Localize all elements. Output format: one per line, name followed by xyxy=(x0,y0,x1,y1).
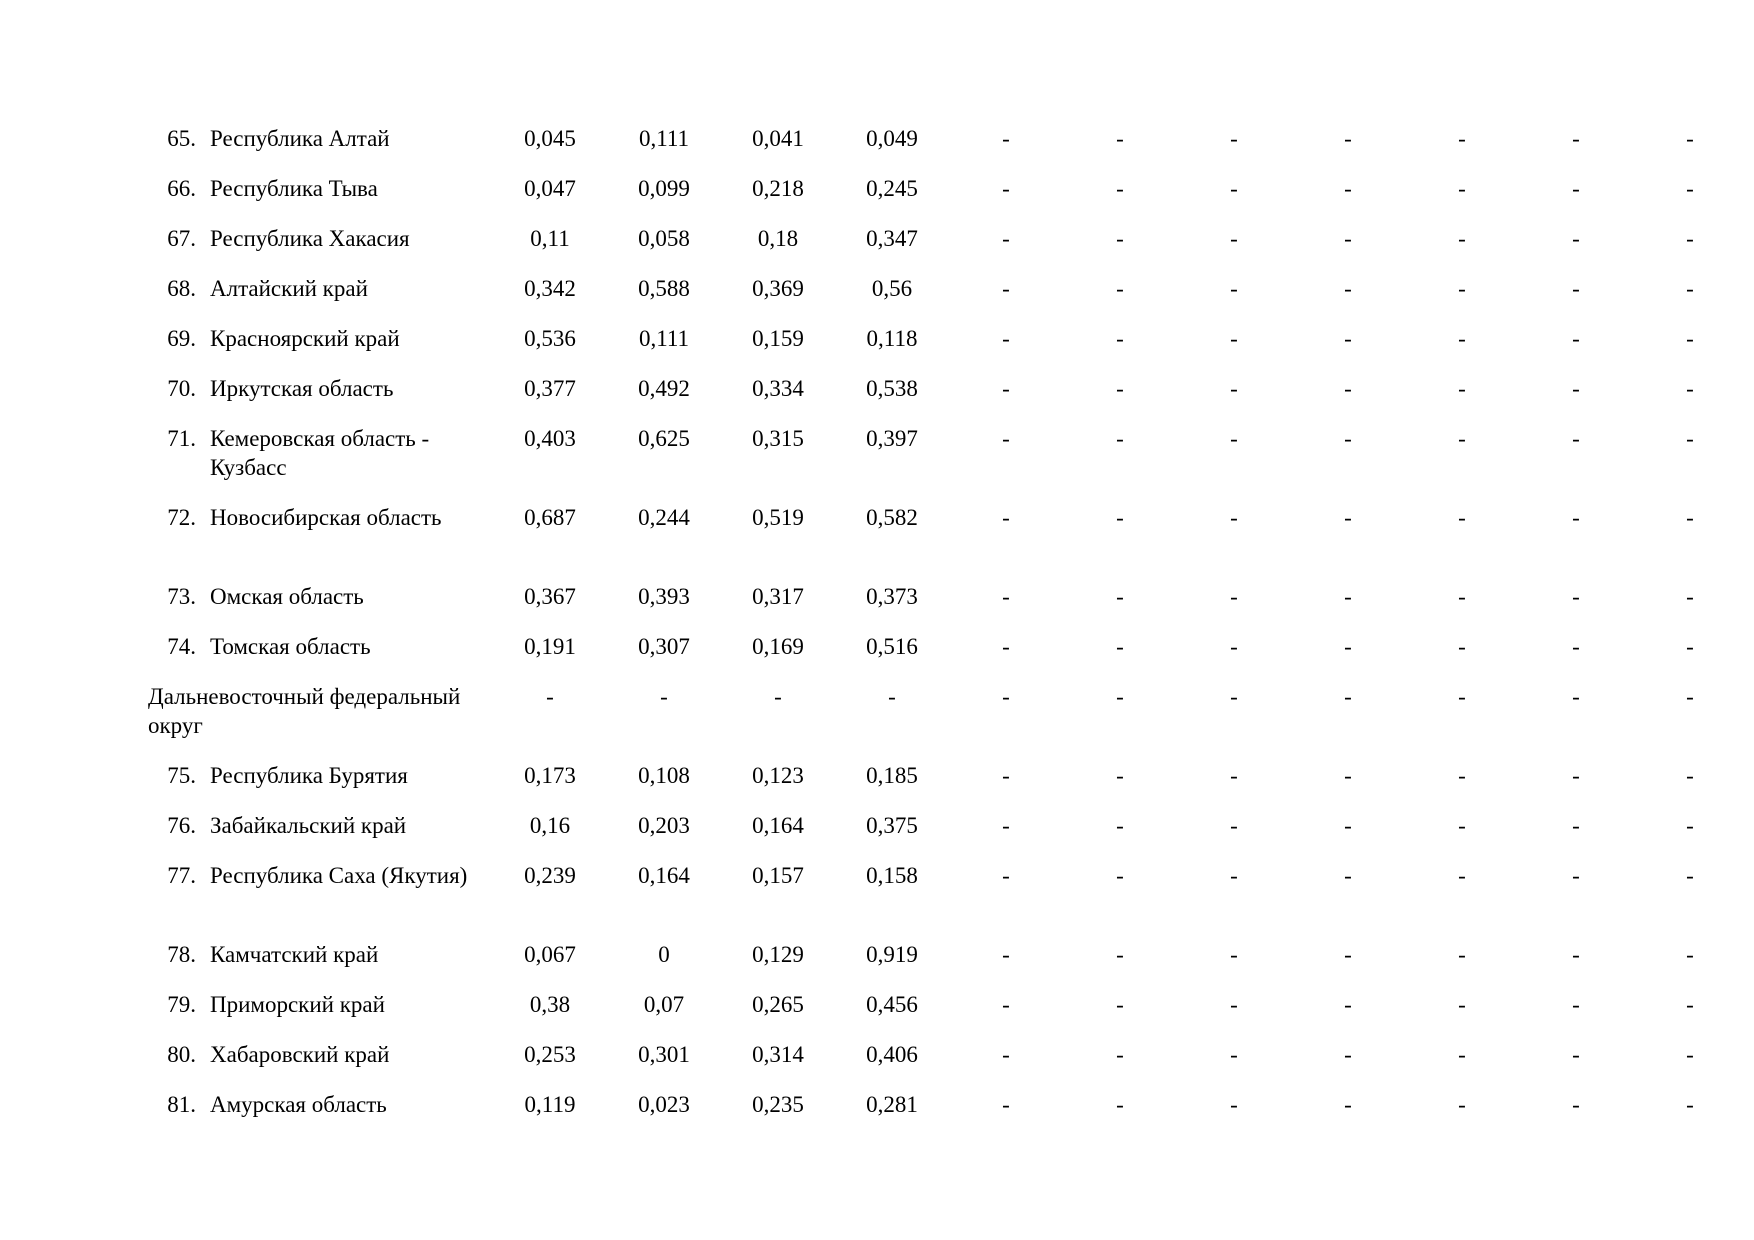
value-cell: 0,023 xyxy=(638,1092,690,1117)
value-cell: 0,158 xyxy=(866,863,918,888)
region-name: Красноярский край xyxy=(210,326,400,351)
empty-value-cell: - xyxy=(1686,1092,1694,1117)
regions-table xyxy=(148,124,1747,1140)
empty-value-cell: - xyxy=(1002,863,1010,888)
empty-value-cell: - xyxy=(1002,426,1010,451)
empty-value-cell: - xyxy=(1230,326,1238,351)
table-row xyxy=(148,990,1747,1040)
row-number: 77. xyxy=(167,863,196,888)
empty-value-cell: - xyxy=(1002,813,1010,838)
empty-value-cell: - xyxy=(1230,1092,1238,1117)
empty-value-cell: - xyxy=(1230,1042,1238,1067)
value-cell: 0,118 xyxy=(866,326,918,351)
empty-value-cell: - xyxy=(1686,584,1694,609)
row-number: 66. xyxy=(167,176,196,201)
value-cell: 0,203 xyxy=(638,813,690,838)
empty-value-cell: - xyxy=(1344,684,1352,709)
empty-value-cell: - xyxy=(1344,176,1352,201)
empty-value-cell: - xyxy=(1686,326,1694,351)
region-name: Республика Хакасия xyxy=(210,226,410,251)
value-cell: 0,123 xyxy=(752,763,804,788)
row-number: 78. xyxy=(167,942,196,967)
value-cell: 0,191 xyxy=(524,634,576,659)
empty-value-cell: - xyxy=(1230,634,1238,659)
row-number: 65. xyxy=(167,126,196,151)
value-cell: 0,538 xyxy=(866,376,918,401)
value-cell: 0,373 xyxy=(866,584,918,609)
value-cell: 0,406 xyxy=(866,1042,918,1067)
empty-value-cell: - xyxy=(1458,276,1466,301)
empty-value-cell: - xyxy=(1344,276,1352,301)
value-cell: 0,119 xyxy=(524,1092,576,1117)
empty-value-cell: - xyxy=(1572,992,1580,1017)
empty-value-cell: - xyxy=(1002,326,1010,351)
value-cell: 0,218 xyxy=(752,176,804,201)
empty-value-cell: - xyxy=(1116,1092,1124,1117)
row-number: 74. xyxy=(167,634,196,659)
empty-value-cell: - xyxy=(1116,992,1124,1017)
empty-value-cell: - xyxy=(1572,634,1580,659)
table-row xyxy=(148,761,1747,811)
value-cell: 0,625 xyxy=(638,426,690,451)
empty-value-cell: - xyxy=(1458,326,1466,351)
empty-value-cell: - xyxy=(1572,276,1580,301)
empty-value-cell: - xyxy=(1230,126,1238,151)
value-cell: 0,159 xyxy=(752,326,804,351)
table-row xyxy=(148,224,1747,274)
empty-value-cell: - xyxy=(1116,763,1124,788)
empty-value-cell: - xyxy=(1002,376,1010,401)
empty-value-cell: - xyxy=(1686,226,1694,251)
table-row xyxy=(148,632,1747,682)
empty-value-cell: - xyxy=(1686,505,1694,530)
region-name: Республика Алтай xyxy=(210,126,390,151)
table-row xyxy=(148,424,1747,503)
value-cell: 0,045 xyxy=(524,126,576,151)
empty-value-cell: - xyxy=(1686,763,1694,788)
empty-value-cell: - xyxy=(1002,684,1010,709)
value-cell: 0,397 xyxy=(866,426,918,451)
table-row xyxy=(148,1090,1747,1140)
empty-value-cell: - xyxy=(1458,1092,1466,1117)
empty-value-cell: - xyxy=(1230,276,1238,301)
district-row xyxy=(148,682,1747,761)
row-number: 68. xyxy=(167,276,196,301)
region-name: Хабаровский край xyxy=(210,1042,390,1067)
empty-value-cell: - xyxy=(1458,226,1466,251)
empty-value-cell: - xyxy=(1116,942,1124,967)
value-cell: 0,173 xyxy=(524,763,576,788)
region-name: Иркутская область xyxy=(210,376,394,401)
empty-value-cell: - xyxy=(1572,942,1580,967)
empty-value-cell: - xyxy=(1458,634,1466,659)
empty-value-cell: - xyxy=(1686,634,1694,659)
empty-value-cell: - xyxy=(1230,226,1238,251)
value-cell: 0,315 xyxy=(752,426,804,451)
empty-value-cell: - xyxy=(1230,426,1238,451)
value-cell: 0,492 xyxy=(638,376,690,401)
empty-value-cell: - xyxy=(1458,992,1466,1017)
value-cell: - xyxy=(546,684,554,709)
empty-value-cell: - xyxy=(1572,505,1580,530)
region-name: Камчатский край xyxy=(210,942,379,967)
table-row xyxy=(148,274,1747,324)
table-row xyxy=(148,1040,1747,1090)
empty-value-cell: - xyxy=(1458,763,1466,788)
empty-value-cell: - xyxy=(1572,226,1580,251)
row-number: 80. xyxy=(167,1042,196,1067)
value-cell: 0,245 xyxy=(866,176,918,201)
value-cell: 0,047 xyxy=(524,176,576,201)
empty-value-cell: - xyxy=(1344,226,1352,251)
empty-value-cell: - xyxy=(1458,863,1466,888)
empty-value-cell: - xyxy=(1572,1092,1580,1117)
empty-value-cell: - xyxy=(1230,376,1238,401)
empty-value-cell: - xyxy=(1572,763,1580,788)
region-name: Кемеровская область - Кузбасс xyxy=(210,426,430,480)
empty-value-cell: - xyxy=(1572,584,1580,609)
value-cell: 0,687 xyxy=(524,505,576,530)
empty-value-cell: - xyxy=(1116,326,1124,351)
empty-value-cell: - xyxy=(1116,634,1124,659)
value-cell: 0,041 xyxy=(752,126,804,151)
empty-value-cell: - xyxy=(1572,684,1580,709)
empty-value-cell: - xyxy=(1002,634,1010,659)
empty-value-cell: - xyxy=(1116,505,1124,530)
empty-value-cell: - xyxy=(1002,176,1010,201)
value-cell: 0,38 xyxy=(529,992,571,1017)
regions-table-body xyxy=(148,124,1747,1140)
empty-value-cell: - xyxy=(1002,763,1010,788)
empty-value-cell: - xyxy=(1572,863,1580,888)
value-cell: 0,516 xyxy=(866,634,918,659)
row-number: 69. xyxy=(167,326,196,351)
table-row xyxy=(148,374,1747,424)
empty-value-cell: - xyxy=(1572,1042,1580,1067)
value-cell: 0,111 xyxy=(638,326,690,351)
empty-value-cell: - xyxy=(1686,376,1694,401)
value-cell: 0,56 xyxy=(871,276,913,301)
empty-value-cell: - xyxy=(1116,126,1124,151)
row-number: 76. xyxy=(167,813,196,838)
empty-value-cell: - xyxy=(1458,376,1466,401)
empty-value-cell: - xyxy=(1002,1042,1010,1067)
empty-value-cell: - xyxy=(1344,1092,1352,1117)
empty-value-cell: - xyxy=(1230,763,1238,788)
empty-value-cell: - xyxy=(1458,584,1466,609)
empty-value-cell: - xyxy=(1458,126,1466,151)
region-name: Приморский край xyxy=(210,992,385,1017)
value-cell: 0,367 xyxy=(524,584,576,609)
row-number: 73. xyxy=(167,584,196,609)
empty-value-cell: - xyxy=(1116,863,1124,888)
value-cell: 0,253 xyxy=(524,1042,576,1067)
value-cell: 0,16 xyxy=(529,813,571,838)
empty-value-cell: - xyxy=(1116,276,1124,301)
table-row xyxy=(148,811,1747,861)
empty-value-cell: - xyxy=(1458,813,1466,838)
region-name: Республика Тыва xyxy=(210,176,378,201)
empty-value-cell: - xyxy=(1002,942,1010,967)
empty-value-cell: - xyxy=(1344,942,1352,967)
value-cell: 0,314 xyxy=(752,1042,804,1067)
value-cell: 0,375 xyxy=(866,813,918,838)
empty-value-cell: - xyxy=(1458,684,1466,709)
empty-value-cell: - xyxy=(1686,176,1694,201)
empty-value-cell: - xyxy=(1002,126,1010,151)
row-number: 81. xyxy=(167,1092,196,1117)
row-number: 70. xyxy=(167,376,196,401)
empty-value-cell: - xyxy=(1002,992,1010,1017)
value-cell: 0,301 xyxy=(638,1042,690,1067)
value-cell: 0,307 xyxy=(638,634,690,659)
empty-value-cell: - xyxy=(1458,942,1466,967)
value-cell: 0,239 xyxy=(524,863,576,888)
row-number: 72. xyxy=(167,505,196,530)
empty-value-cell: - xyxy=(1230,584,1238,609)
empty-value-cell: - xyxy=(1458,176,1466,201)
value-cell: 0,108 xyxy=(638,763,690,788)
empty-value-cell: - xyxy=(1116,1042,1124,1067)
empty-value-cell: - xyxy=(1116,684,1124,709)
table-row xyxy=(148,124,1747,174)
region-name: Забайкальский край xyxy=(210,813,407,838)
empty-value-cell: - xyxy=(1344,634,1352,659)
empty-value-cell: - xyxy=(1002,505,1010,530)
value-cell: 0,244 xyxy=(638,505,690,530)
row-number: 75. xyxy=(167,763,196,788)
empty-value-cell: - xyxy=(1686,813,1694,838)
value-cell: 0,265 xyxy=(752,992,804,1017)
value-cell: 0,588 xyxy=(638,276,690,301)
empty-value-cell: - xyxy=(1686,276,1694,301)
empty-value-cell: - xyxy=(1116,426,1124,451)
value-cell: 0,536 xyxy=(524,326,576,351)
value-cell: 0,157 xyxy=(752,863,804,888)
value-cell: 0,049 xyxy=(866,126,918,151)
empty-value-cell: - xyxy=(1116,813,1124,838)
empty-value-cell: - xyxy=(1002,276,1010,301)
empty-value-cell: - xyxy=(1002,1092,1010,1117)
empty-value-cell: - xyxy=(1002,584,1010,609)
value-cell: 0,058 xyxy=(638,226,690,251)
table-row xyxy=(148,324,1747,374)
value-cell: 0 xyxy=(658,942,670,967)
value-cell: 0,342 xyxy=(524,276,576,301)
value-cell: 0,164 xyxy=(752,813,804,838)
value-cell: 0,456 xyxy=(866,992,918,1017)
empty-value-cell: - xyxy=(1230,684,1238,709)
empty-value-cell: - xyxy=(1344,863,1352,888)
empty-value-cell: - xyxy=(1230,813,1238,838)
empty-value-cell: - xyxy=(1344,763,1352,788)
empty-value-cell: - xyxy=(1344,326,1352,351)
empty-value-cell: - xyxy=(1686,684,1694,709)
empty-value-cell: - xyxy=(1116,584,1124,609)
value-cell: 0,18 xyxy=(757,226,799,251)
value-cell: 0,334 xyxy=(752,376,804,401)
empty-value-cell: - xyxy=(1344,426,1352,451)
empty-value-cell: - xyxy=(1116,376,1124,401)
empty-value-cell: - xyxy=(1686,426,1694,451)
value-cell: 0,369 xyxy=(752,276,804,301)
region-name: Томская область xyxy=(210,634,371,659)
value-cell: 0,164 xyxy=(638,863,690,888)
empty-value-cell: - xyxy=(1686,942,1694,967)
value-cell: 0,235 xyxy=(752,1092,804,1117)
empty-value-cell: - xyxy=(1458,426,1466,451)
value-cell: 0,07 xyxy=(643,992,685,1017)
value-cell: 0,185 xyxy=(866,763,918,788)
empty-value-cell: - xyxy=(1344,1042,1352,1067)
empty-value-cell: - xyxy=(1572,376,1580,401)
empty-value-cell: - xyxy=(1344,376,1352,401)
empty-value-cell: - xyxy=(1344,126,1352,151)
empty-value-cell: - xyxy=(1686,863,1694,888)
value-cell: 0,317 xyxy=(752,584,804,609)
value-cell: 0,393 xyxy=(638,584,690,609)
empty-value-cell: - xyxy=(1572,176,1580,201)
region-name: Омская область xyxy=(210,584,364,609)
empty-value-cell: - xyxy=(1458,1042,1466,1067)
value-cell: 0,403 xyxy=(524,426,576,451)
region-name: Республика Бурятия xyxy=(210,763,408,788)
empty-value-cell: - xyxy=(1230,863,1238,888)
empty-value-cell: - xyxy=(1686,992,1694,1017)
empty-value-cell: - xyxy=(1572,126,1580,151)
value-cell: 0,281 xyxy=(866,1092,918,1117)
value-cell: - xyxy=(774,684,782,709)
value-cell: - xyxy=(888,684,896,709)
empty-value-cell: - xyxy=(1572,326,1580,351)
table-row xyxy=(148,861,1747,940)
value-cell: 0,919 xyxy=(866,942,918,967)
value-cell: 0,169 xyxy=(752,634,804,659)
empty-value-cell: - xyxy=(1344,505,1352,530)
empty-value-cell: - xyxy=(1686,126,1694,151)
region-name: Алтайский край xyxy=(210,276,368,301)
region-name: Республика Саха (Якутия) xyxy=(210,863,468,888)
empty-value-cell: - xyxy=(1344,813,1352,838)
value-cell: 0,377 xyxy=(524,376,576,401)
row-number: 71. xyxy=(167,426,196,451)
empty-value-cell: - xyxy=(1002,226,1010,251)
empty-value-cell: - xyxy=(1344,584,1352,609)
value-cell: 0,129 xyxy=(752,942,804,967)
value-cell: 0,347 xyxy=(866,226,918,251)
table-row xyxy=(148,940,1747,990)
value-cell: 0,582 xyxy=(866,505,918,530)
table-row xyxy=(148,582,1747,632)
empty-value-cell: - xyxy=(1116,176,1124,201)
empty-value-cell: - xyxy=(1230,942,1238,967)
row-number: 79. xyxy=(167,992,196,1017)
empty-value-cell: - xyxy=(1344,992,1352,1017)
empty-value-cell: - xyxy=(1230,505,1238,530)
empty-value-cell: - xyxy=(1116,226,1124,251)
table-row xyxy=(148,174,1747,224)
empty-value-cell: - xyxy=(1230,992,1238,1017)
value-cell: 0,111 xyxy=(638,126,690,151)
empty-value-cell: - xyxy=(1686,1042,1694,1067)
table-row xyxy=(148,503,1747,582)
row-number: 67. xyxy=(167,226,196,251)
region-name: Новосибирская область xyxy=(210,505,442,530)
value-cell: 0,067 xyxy=(524,942,576,967)
empty-value-cell: - xyxy=(1572,426,1580,451)
empty-value-cell: - xyxy=(1458,505,1466,530)
value-cell: 0,11 xyxy=(530,226,570,251)
value-cell: - xyxy=(660,684,668,709)
empty-value-cell: - xyxy=(1572,813,1580,838)
value-cell: 0,099 xyxy=(638,176,690,201)
region-name: Амурская область xyxy=(210,1092,387,1117)
value-cell: 0,519 xyxy=(752,505,804,530)
empty-value-cell: - xyxy=(1230,176,1238,201)
district-name: Дальневосточный федеральный округ xyxy=(148,684,461,738)
